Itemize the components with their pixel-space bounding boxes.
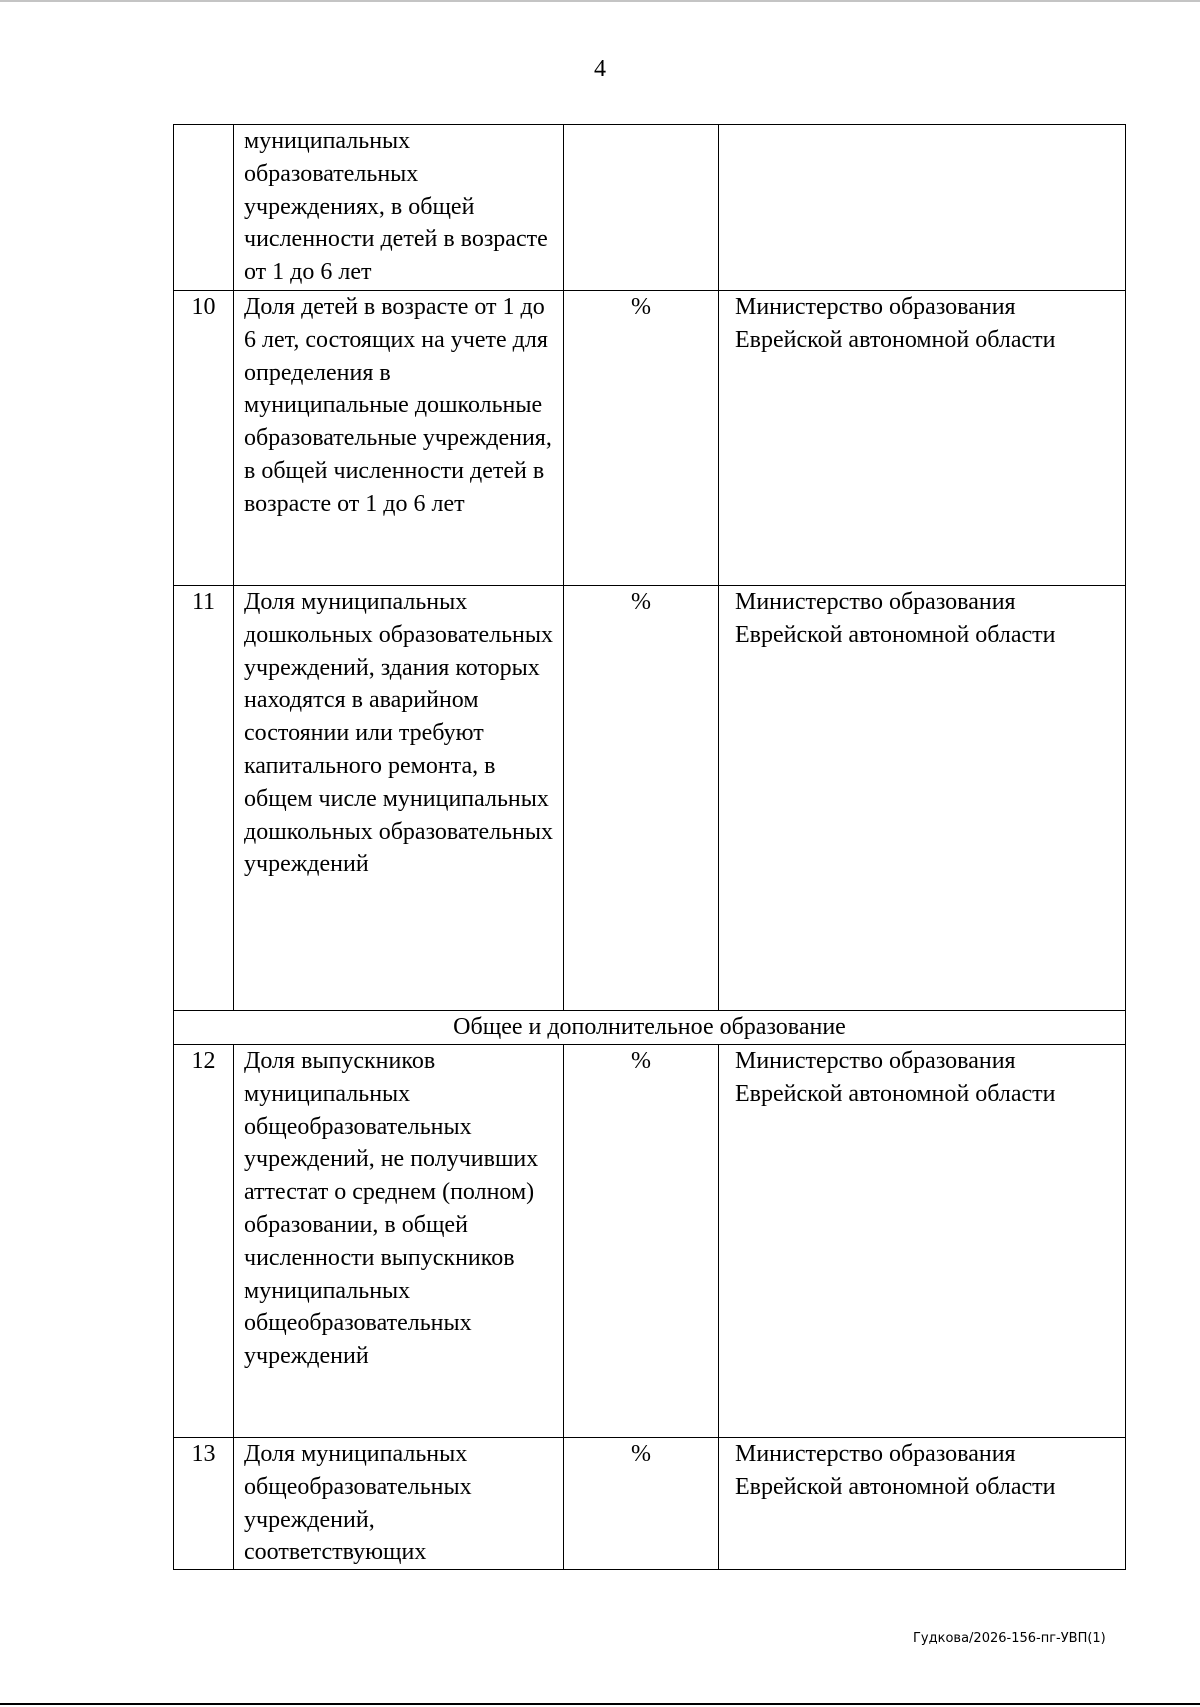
table-row [174, 291, 1126, 586]
table-row [174, 1438, 1126, 1570]
responsible-organization: Министерство образования Еврейской автономной области [719, 1045, 1126, 1438]
responsible-organization: Министерство образования Еврейской автономной области [719, 1438, 1126, 1570]
indicator-description: Доля муниципальных общеобразовательных учреждений, соответствующих [234, 1438, 564, 1570]
scan-bottom-edge [0, 1703, 1200, 1705]
indicator-description: Доля выпускников муниципальных общеобразовательных учреждений, не получивших аттестат о среднем (полном) образовании, в общей численности выпускников муниципальных общеобразовательных учреждений [234, 1045, 564, 1438]
indicator-description: муниципальных образовательных учреждениях, в общей численности детей в возрасте от 1 до 6 лет [234, 125, 564, 291]
unit-of-measure: % [564, 1438, 719, 1570]
unit-of-measure: % [564, 1045, 719, 1438]
indicators-table [173, 124, 1126, 1570]
indicator-description: Доля детей в возрасте от 1 до 6 лет, состоящих на учете для определения в муниципальные дошкольные образовательные учреждения, в общей численности детей в возрасте от 1 до 6 лет [234, 291, 564, 586]
indicator-description: Доля муниципальных дошкольных образовательных учреждений, здания которых находятся в аварийном состоянии или требуют капитального ремонта, в общем числе муниципальных дошкольных образовательных учреждений [234, 586, 564, 1011]
responsible-organization [719, 125, 1126, 291]
section-title: Общее и дополнительное образование [174, 1011, 1126, 1045]
document-code: Гудкова/2026-156-пг-УВП(1) [913, 1631, 1106, 1646]
row-number: 13 [174, 1438, 234, 1570]
page-number: 4 [594, 56, 606, 82]
section-header-row [174, 1011, 1126, 1045]
scan-top-edge [0, 0, 1200, 2]
row-number: 11 [174, 586, 234, 1011]
row-number [174, 125, 234, 291]
responsible-organization: Министерство образования Еврейской автономной области [719, 291, 1126, 586]
unit-of-measure [564, 125, 719, 291]
row-number: 10 [174, 291, 234, 586]
unit-of-measure: % [564, 586, 719, 1011]
table-row [174, 1045, 1126, 1438]
unit-of-measure: % [564, 291, 719, 586]
responsible-organization: Министерство образования Еврейской автономной области [719, 586, 1126, 1011]
table-row [174, 586, 1126, 1011]
row-number: 12 [174, 1045, 234, 1438]
table-row [174, 125, 1126, 291]
